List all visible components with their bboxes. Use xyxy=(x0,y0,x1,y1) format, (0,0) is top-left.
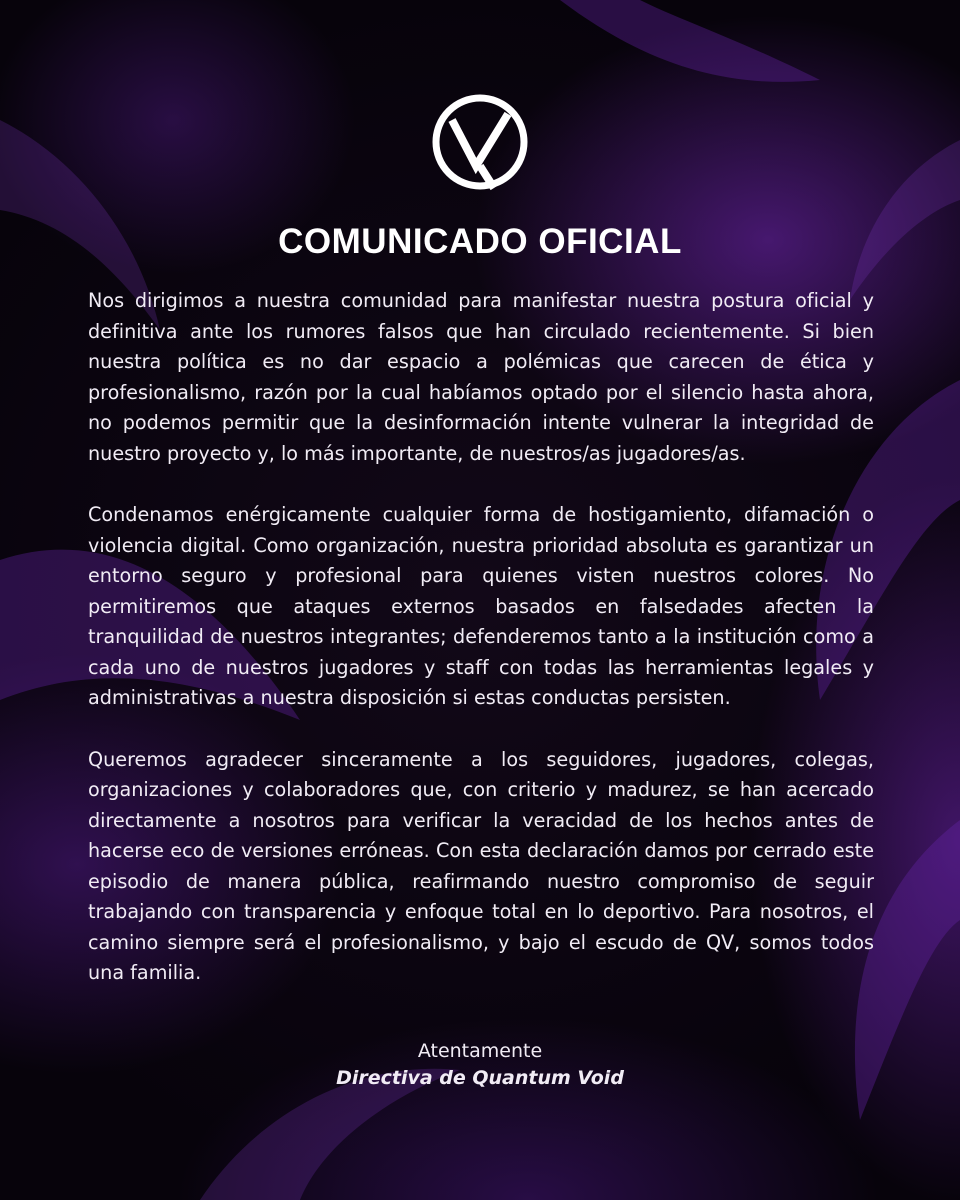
paragraph: Nos dirigimos a nuestra comunidad para manifestar nuestra postura oficial y definitiva ante los rumores falsos que han circulado recientemente. Si bien nuestra política es no dar espacio a polémicas que carecen de ética y profesionalismo, razón por la cual habíamos optado por el silencio hasta ahora, no podemos permitir que la desinformación intente vulnerar la integridad de nuestro proyecto y, lo más importante, de nuestros/as jugadores/as. xyxy=(88,289,874,465)
statement-body xyxy=(88,286,874,1020)
qv-logo-icon xyxy=(430,92,530,192)
signer-name: Directiva de Quantum Void xyxy=(336,1067,624,1089)
paragraph: Condenamos enérgicamente cualquier forma de hostigamiento, difamación o violencia digital. Como organización, nuestra prioridad absoluta es garantizar un entorno seguro y profesional para quienes visten nuestros colores. No permitiremos que ataques externos basados en falsedades afecten la tranquilidad de nuestros integrantes; defenderemos tanto a la institución como a cada uno de nuestros jugadores y staff con todas las herramientas legales y administrativas a nuestra disposición si estas conductas persisten. xyxy=(88,503,874,709)
signoff xyxy=(0,1038,960,1092)
closing-text: Atentamente xyxy=(417,1040,543,1062)
page-title: COMUNICADO OFICIAL xyxy=(278,222,682,261)
paragraph: Queremos agradecer sinceramente a los seguidores, jugadores, colegas, organizaciones y colaboradores que, con criterio y madurez, se han acercado directamente a nosotros para verificar la veracidad de los hechos antes de hacerse eco de versiones erróneas. Con esta declaración damos por cerrado este episodio de manera pública, reafirmando nuestro compromiso de seguir trabajando con transparencia y enfoque total en lo deportivo. Para nosotros, el camino siempre será el profesionalismo, y bajo el escudo de QV, somos todos una familia. xyxy=(88,747,874,984)
